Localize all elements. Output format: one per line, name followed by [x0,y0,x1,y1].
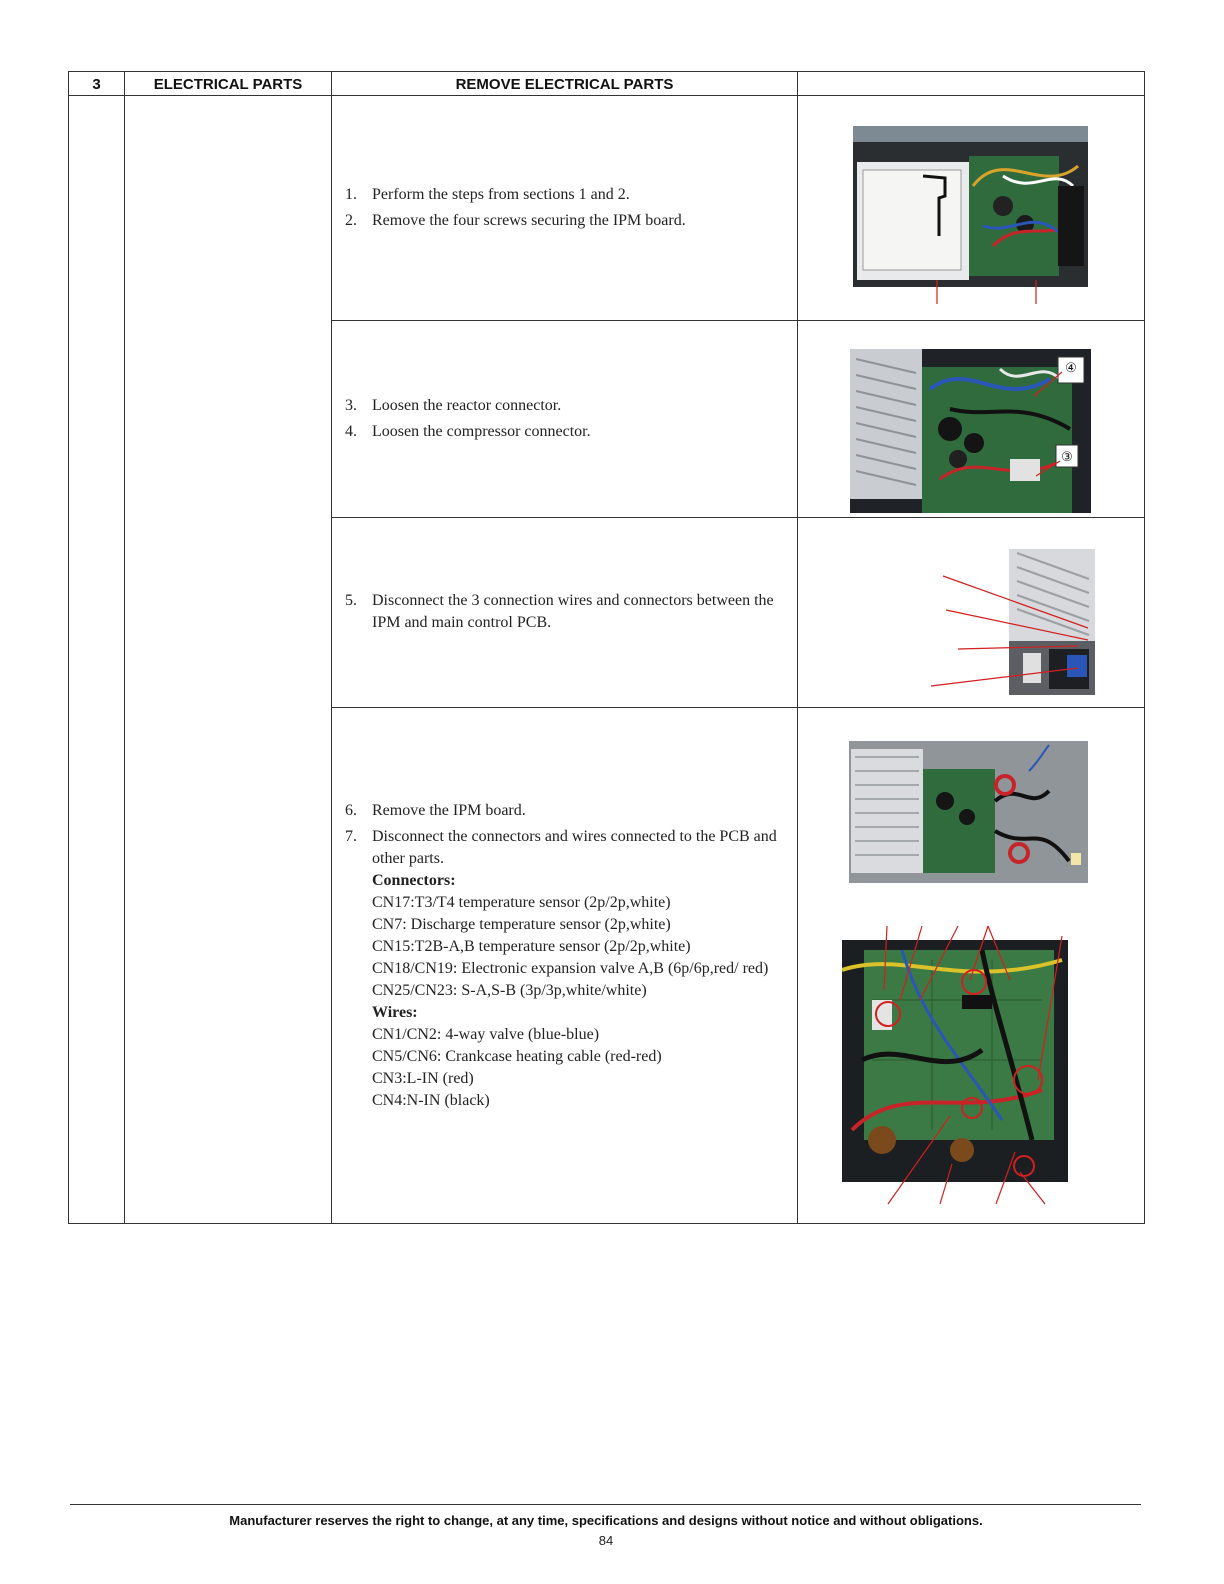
table-bottom-border [68,1223,1145,1224]
column-divider [124,71,125,1224]
step-text: Remove the IPM board. [372,802,526,819]
step-item [345,421,792,443]
row-1-steps [345,184,792,232]
wire-item: CN5/CN6: Crankcase heating cable (red-red) [372,1048,662,1065]
section-name: ELECTRICAL PARTS [153,75,303,93]
callout-lines [928,570,1094,690]
callout-marker-reactor: ④ [1065,360,1077,375]
column-divider [331,71,332,1224]
step-number: 7. [345,828,357,845]
row-3-steps [345,590,792,634]
step-item [345,826,792,870]
step-item [345,395,792,417]
step-number: 3. [345,397,357,414]
footer-disclaimer: Manufacturer reserves the right to change, at any time, specifications and designs without notice and without obligations. [229,1513,983,1528]
callout-lines [840,920,1070,1210]
step-text: Loosen the reactor connector. [372,397,562,414]
procedure-title: REMOVE ELECTRICAL PARTS [455,75,674,93]
step-item [345,800,792,822]
step-item [345,184,792,206]
row-divider [331,707,1145,708]
page-number: 84 [598,1533,614,1548]
step-text: Loosen the compressor connector. [372,423,591,440]
step-number: 5. [345,592,357,609]
row-divider [331,517,1145,518]
connector-item: CN15:T2B-A,B temperature sensor (2p/2p,white) [372,938,691,955]
connector-item: CN18/CN19: Electronic expansion valve A,B (6p/6p,red/ red) [372,960,769,977]
table-right-border [1144,71,1145,1224]
step-number: 2. [345,212,357,229]
ipm-board-screws-photo [853,126,1088,287]
step-text: Remove the four screws securing the IPM board. [372,212,686,229]
step-text: Disconnect the connectors and wires connected to the PCB and other parts. [372,828,777,867]
step-text: Disconnect the 3 connection wires and connectors between the IPM and main control PCB. [372,592,774,631]
wire-item: CN3:L-IN (red) [372,1070,474,1087]
step-number: 4. [345,423,357,440]
row-2-steps [345,395,792,443]
step-item [345,210,792,232]
wire-item: CN1/CN2: 4-way valve (blue-blue) [372,1026,600,1043]
row-4-steps [345,800,792,1112]
callout-marker-compressor: ③ [1061,449,1073,464]
step-number: 1. [345,186,357,203]
connectors-heading: Connectors: [372,872,456,889]
wires-heading: Wires: [372,1004,418,1021]
connector-item: CN7: Discharge temperature sensor (2p,white) [372,916,671,933]
callout-lines [1030,368,1070,478]
column-divider [797,71,798,1224]
row-divider [331,320,1145,321]
step-number: 6. [345,802,357,819]
footer-divider [70,1504,1141,1505]
connector-item: CN25/CN23: S-A,S-B (3p/3p,white/white) [372,982,647,999]
wire-item: CN4:N-IN (black) [372,1092,490,1109]
connector-item: CN17:T3/T4 temperature sensor (2p/2p,white) [372,894,671,911]
callout-lines [930,280,1040,304]
step-text: Perform the steps from sections 1 and 2. [372,186,630,203]
section-number: 3 [92,75,101,93]
table-left-border [68,71,69,1224]
step-item [345,590,792,634]
removed-ipm-board-photo [849,741,1088,883]
